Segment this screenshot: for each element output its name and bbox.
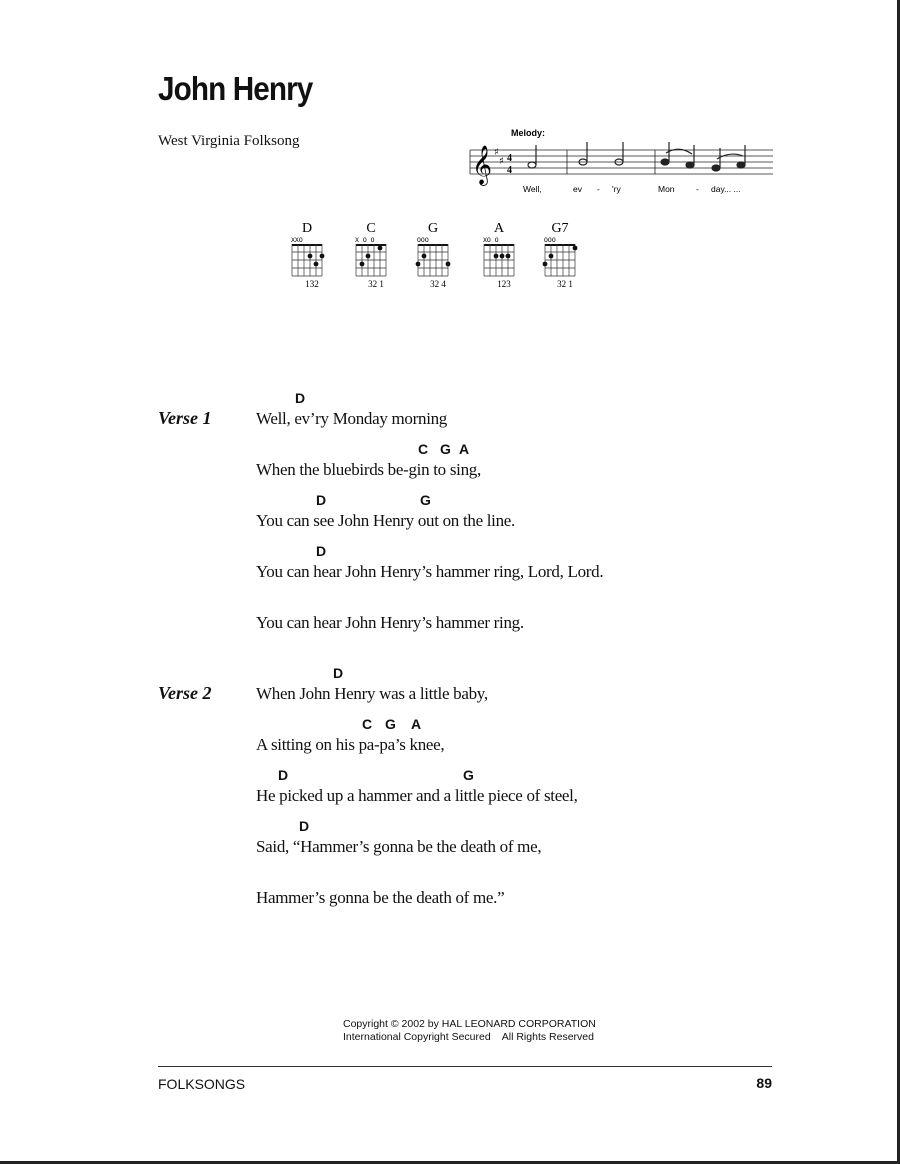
chord-diagram-dot	[494, 254, 499, 259]
verse-2-label: Verse 2	[158, 683, 212, 703]
chord-diagram-dot	[422, 254, 427, 259]
chord-diagram-dot	[320, 254, 325, 259]
melody-syllable: Mon	[658, 184, 675, 194]
chord-diagram-nut	[418, 244, 448, 246]
chord-diagram-dot	[314, 262, 319, 267]
melody-syllable: 'ry	[612, 184, 621, 194]
slur	[717, 154, 743, 159]
chord-symbol: A	[459, 441, 470, 457]
melody-syllable: ev	[573, 184, 582, 194]
lyric-line	[256, 390, 776, 436]
lyric-text: Said, “Hammer’s gonna be the death of me,	[256, 837, 542, 856]
melody-lyrics	[523, 184, 741, 194]
lyric-text: He picked up a hammer and a little piece of steel,	[256, 786, 578, 805]
lyric-text: You can hear John Henry’s hammer ring.	[256, 613, 524, 632]
chord-diagram-strings: X O O	[355, 236, 375, 244]
chord-symbol: C	[362, 716, 373, 732]
chord-symbol: A	[411, 716, 422, 732]
chord-diagram-dot	[549, 254, 554, 259]
chord-symbol: D	[295, 390, 306, 406]
chord-diagram-dot	[543, 262, 548, 267]
chord-diagram-fingering: 123	[497, 279, 511, 289]
treble-clef-icon: 𝄞	[472, 145, 493, 185]
lyric-line	[256, 665, 776, 711]
chord-symbol: C	[418, 441, 429, 457]
lyric-line	[256, 543, 776, 589]
chord-symbol: G	[440, 441, 451, 457]
chord-diagram-dot	[506, 254, 511, 259]
chord-diagram-dot	[308, 254, 313, 259]
chord-diagram-dot	[366, 254, 371, 259]
chord-symbol: G	[463, 767, 474, 783]
chord-diagram-nut	[545, 244, 575, 246]
verse-1-label: Verse 1	[158, 408, 212, 428]
chord-diagram-nut	[484, 244, 514, 246]
chord-diagram-dot	[360, 262, 365, 267]
lyric-line	[256, 869, 776, 915]
lyric-line	[256, 716, 776, 762]
lyric-line	[256, 441, 776, 487]
chord-symbol: D	[316, 492, 327, 508]
book-title: FOLKSONGS	[158, 1076, 246, 1092]
lyric-text: You can hear John Henry’s hammer ring, Lord, Lord.	[256, 562, 604, 581]
copyright-notice	[343, 1018, 596, 1044]
chord-symbol: D	[333, 665, 344, 681]
chord-diagram-strings: XXO	[291, 236, 303, 244]
sharp-icon: ♯	[494, 147, 499, 158]
chord-symbol: D	[316, 543, 327, 559]
lyric-line	[256, 818, 776, 864]
chord-diagram-strings: XO O	[483, 236, 499, 244]
copyright-line: Copyright © 2002 by HAL LEONARD CORPORATION	[343, 1018, 596, 1030]
chord-diagram-name: C	[366, 221, 376, 236]
quarter-note	[686, 162, 694, 168]
chord-symbol: D	[278, 767, 289, 783]
lyric-text: When John Henry was a little baby,	[256, 684, 488, 703]
chord-diagram-name: D	[301, 221, 313, 236]
chord-diagram-dot	[416, 262, 421, 267]
chord-diagram-fingering: 32 4	[430, 279, 446, 289]
chord-symbol: D	[299, 818, 310, 834]
chord-symbol: G	[385, 716, 396, 732]
lyric-text: A sitting on his pa-pa’s knee,	[256, 735, 445, 754]
lyric-line	[256, 492, 776, 538]
lyric-line	[256, 594, 776, 640]
chord-diagram-name: A	[493, 221, 505, 236]
chord-diagram-nut	[356, 244, 386, 246]
melody-label: Melody:	[511, 128, 546, 138]
melody-syllable: day... ...	[711, 184, 741, 194]
quarter-note	[661, 159, 669, 165]
staff-lines	[470, 150, 773, 174]
chord-diagram-dot	[378, 246, 383, 251]
melody-syllable: -	[696, 184, 699, 194]
lyric-line	[256, 767, 776, 813]
chord-diagram-name: G7	[551, 221, 569, 236]
chord-diagram-dot	[446, 262, 451, 267]
melody-notes	[528, 142, 745, 171]
page-number: 89	[756, 1075, 772, 1091]
sharp-icon: ♯	[499, 156, 504, 167]
chord-diagram-nut	[292, 244, 322, 246]
time-signature: 4	[507, 165, 512, 176]
chord-diagram-fingering: 32 1	[368, 279, 384, 289]
lyric-text: When the bluebirds be-gin to sing,	[256, 460, 481, 479]
melody-syllable: -	[597, 184, 600, 194]
song-title: John Henry	[158, 70, 313, 107]
chord-diagrams	[280, 218, 600, 298]
lyric-text: Hammer’s gonna be the death of me.”	[256, 888, 505, 907]
time-signature: 4	[507, 153, 512, 164]
chord-diagram-dot	[573, 246, 578, 251]
chord-diagram-name: G	[427, 221, 439, 236]
lyric-text: You can see John Henry out on the line.	[256, 511, 516, 530]
half-note	[528, 162, 536, 168]
lyric-text: Well, ev’ry Monday morning	[256, 409, 448, 428]
chord-diagram-strings: OOO	[544, 236, 556, 244]
chord-diagram-dot	[500, 254, 505, 259]
footer-divider	[158, 1066, 772, 1067]
quarter-note	[737, 162, 745, 168]
melody-staff	[465, 125, 775, 200]
chord-diagram-fingering: 32 1	[557, 279, 573, 289]
melody-syllable: Well,	[523, 184, 542, 194]
chord-diagram-fingering: 132	[305, 279, 319, 289]
quarter-note	[712, 165, 720, 171]
chord-symbol: G	[420, 492, 431, 508]
chord-diagram-strings: OOO	[417, 236, 429, 244]
copyright-line: International Copyright Secured All Rights Reserved	[343, 1031, 594, 1043]
song-subtitle: West Virginia Folksong	[158, 133, 300, 149]
